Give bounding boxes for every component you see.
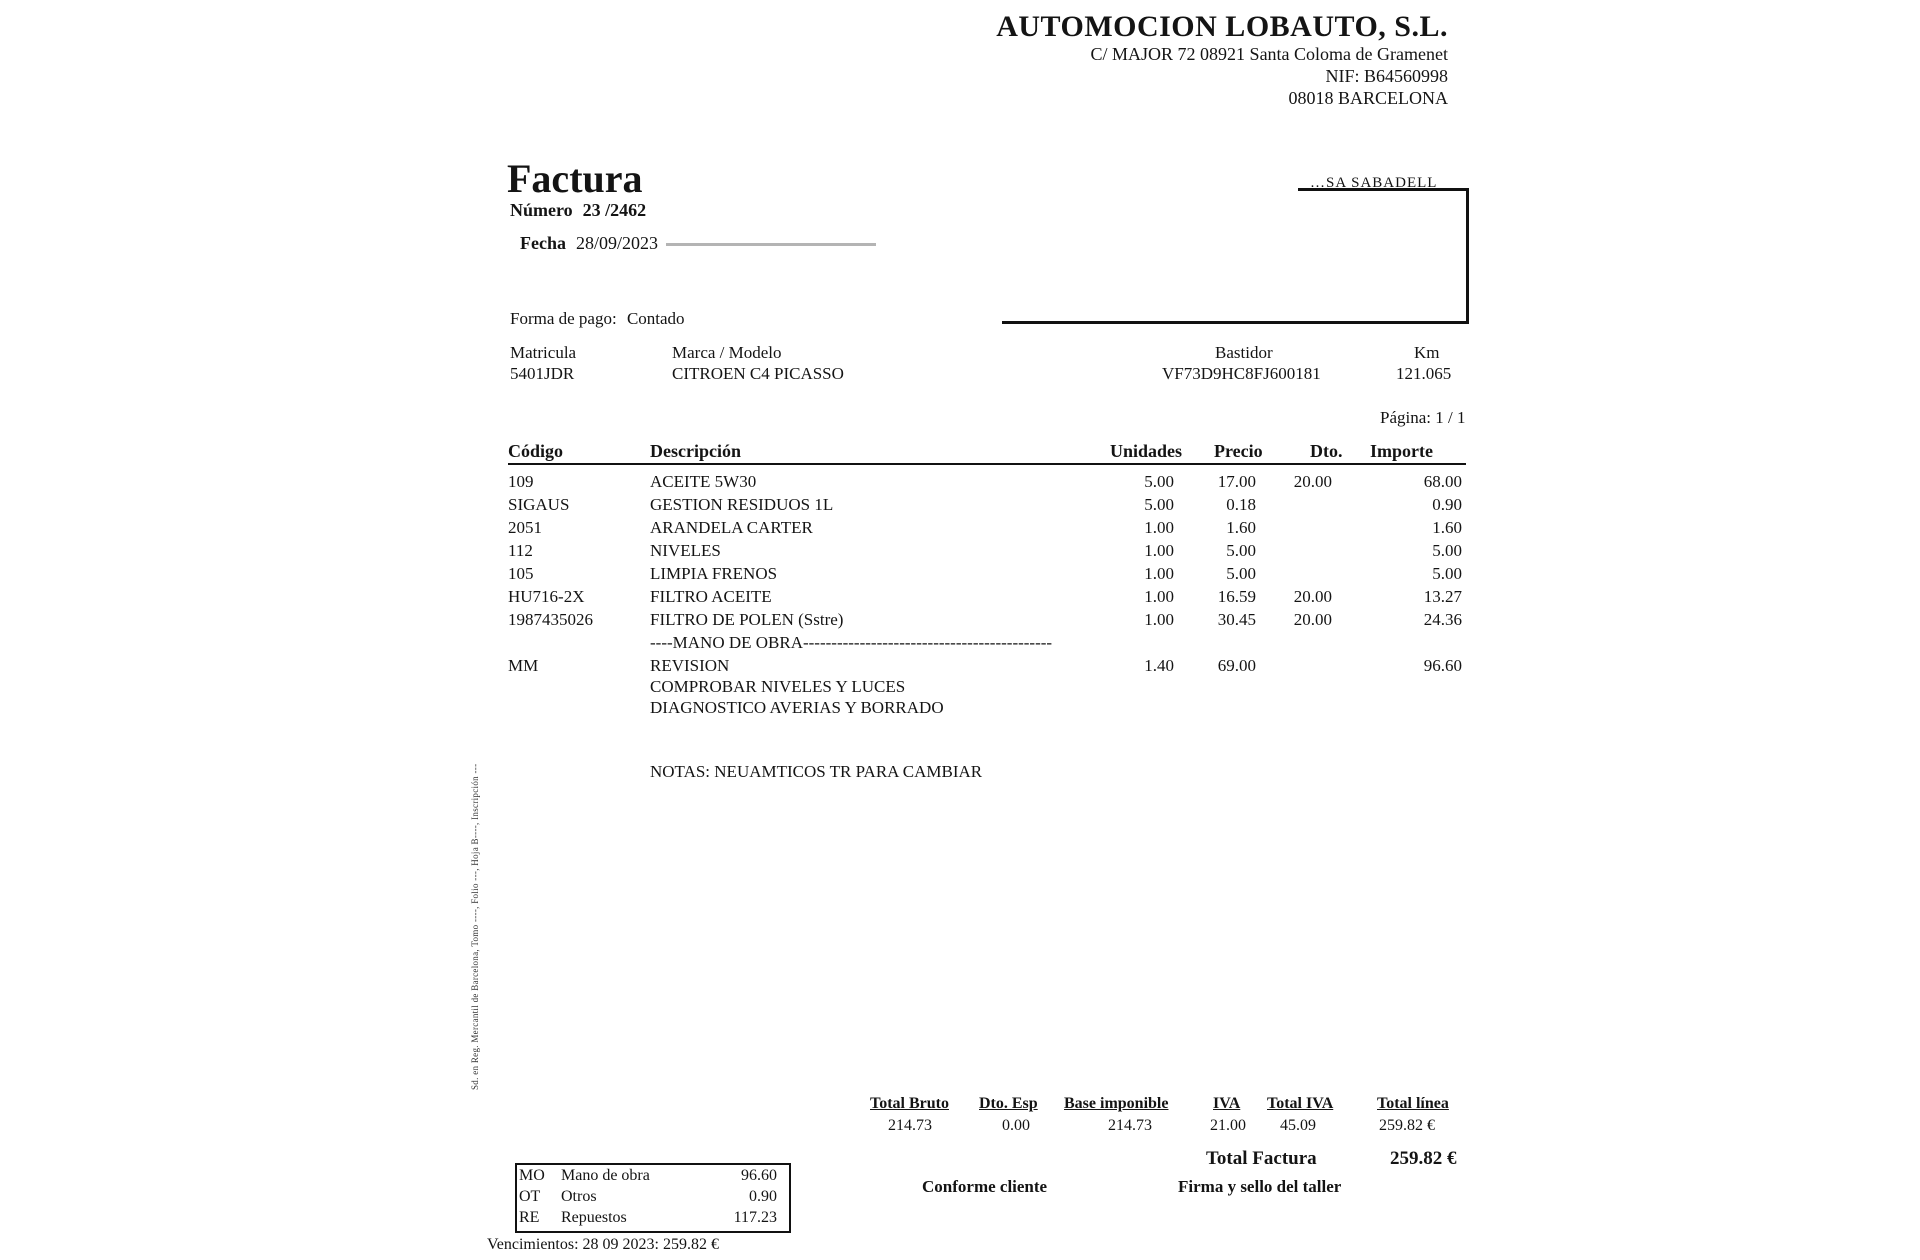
item-units: 5.00 xyxy=(1144,472,1174,491)
model-label: Marca / Modelo xyxy=(672,343,782,362)
item-units: 1.00 xyxy=(1144,564,1174,583)
summary-row xyxy=(517,1188,789,1209)
line-total-label: Total línea xyxy=(1377,1095,1449,1112)
item-units: 5.00 xyxy=(1144,495,1174,514)
summary-code: OT xyxy=(519,1188,541,1205)
due-dates: Vencimientos: 28 09 2023: 259.82 € xyxy=(487,1236,719,1253)
item-description: DIAGNOSTICO AVERIAS Y BORRADO xyxy=(650,698,944,717)
item-amount: 24.36 xyxy=(1423,610,1462,629)
plate-label: Matricula xyxy=(510,343,577,362)
invoice-date-label: Fecha xyxy=(520,233,566,253)
item-amount: 0.90 xyxy=(1432,495,1462,514)
table-row xyxy=(508,698,1466,720)
total-gross-label: Total Bruto xyxy=(870,1095,949,1112)
summary-label: Repuestos xyxy=(561,1209,627,1226)
line-total-value: 259.82 € xyxy=(1379,1117,1435,1134)
item-code: HU716-2X xyxy=(508,587,585,606)
item-price: 69.00 xyxy=(1217,656,1256,675)
summary-value: 117.23 xyxy=(733,1209,777,1226)
col-code: Código xyxy=(508,441,564,461)
item-code: 112 xyxy=(508,541,533,560)
registry-side-text: Sd. en Reg. Mercantil de Barcelona, Tomo ----, Folio ---, Hoja B----, Inscripción --- xyxy=(470,763,480,1090)
item-price: 16.59 xyxy=(1217,587,1256,606)
table-row xyxy=(508,610,1466,632)
table-row xyxy=(508,656,1466,678)
item-amount: 13.27 xyxy=(1423,587,1462,606)
item-description: FILTRO ACEITE xyxy=(650,587,772,606)
invoice-date-value: 28/09/2023 xyxy=(575,233,658,253)
table-row xyxy=(508,564,1466,586)
table-row xyxy=(508,518,1466,540)
tax-base-label: Base imponible xyxy=(1064,1095,1169,1112)
plate-value: 5401JDR xyxy=(510,364,575,383)
item-price: 1.60 xyxy=(1226,518,1256,537)
item-price: 30.45 xyxy=(1217,610,1256,629)
summary-row xyxy=(517,1167,789,1188)
chassis-label: Bastidor xyxy=(1215,343,1273,362)
col-amount: Importe xyxy=(1370,441,1433,461)
table-row xyxy=(508,633,1466,655)
payment-value: Contado xyxy=(626,309,685,328)
company-name: AUTOMOCION LOBAUTO, S.L. xyxy=(996,10,1448,43)
col-price: Precio xyxy=(1214,441,1263,461)
item-amount: 5.00 xyxy=(1432,564,1462,583)
item-discount: 20.00 xyxy=(1293,610,1332,629)
item-discount: 20.00 xyxy=(1293,472,1332,491)
invoice-date xyxy=(520,233,876,254)
client-address-box xyxy=(1002,175,1469,324)
items-table-header xyxy=(508,441,1466,465)
page-number: Página: 1 / 1 xyxy=(1380,408,1466,427)
item-code: 105 xyxy=(508,564,534,583)
payment-method xyxy=(510,309,685,329)
chassis-value: VF73D9HC8FJ600181 xyxy=(1162,364,1321,383)
special-discount-label: Dto. Esp xyxy=(979,1095,1038,1112)
item-units: 1.00 xyxy=(1144,610,1174,629)
client-box-gap xyxy=(998,185,1298,197)
km-value: 121.065 xyxy=(1396,364,1452,383)
summary-code: RE xyxy=(519,1209,540,1226)
item-description: REVISION xyxy=(650,656,730,675)
special-discount-value: 0.00 xyxy=(1002,1117,1030,1134)
col-dto: Dto. xyxy=(1310,441,1343,461)
invoice-number xyxy=(510,200,656,221)
summary-code: MO xyxy=(519,1167,545,1184)
item-units: 1.00 xyxy=(1144,587,1174,606)
total-gross-value: 214.73 xyxy=(888,1117,932,1134)
model-value: CITROEN C4 PICASSO xyxy=(672,364,844,383)
payment-label: Forma de pago: xyxy=(510,309,617,328)
section-divider-labor: ----MANO DE OBRA-------------------------------------------- xyxy=(650,633,1053,652)
item-code: 2051 xyxy=(508,518,542,537)
item-amount: 96.60 xyxy=(1423,656,1462,675)
item-units: 1.40 xyxy=(1144,656,1174,675)
summary-value: 96.60 xyxy=(741,1167,777,1184)
item-description: ARANDELA CARTER xyxy=(650,518,813,537)
invoice-notes: NOTAS: NEUAMTICOS TR PARA CAMBIAR xyxy=(650,762,983,781)
item-price: 5.00 xyxy=(1226,564,1256,583)
vat-rate-value: 21.00 xyxy=(1210,1117,1246,1134)
table-row xyxy=(508,541,1466,563)
invoice-total-value: 259.82 € xyxy=(1390,1148,1457,1169)
item-amount: 5.00 xyxy=(1432,541,1462,560)
item-discount: 20.00 xyxy=(1293,587,1332,606)
item-description: LIMPIA FRENOS xyxy=(650,564,778,583)
vat-total-label: Total IVA xyxy=(1267,1095,1334,1112)
col-description: Descripción xyxy=(650,441,741,461)
item-description: GESTION RESIDUOS 1L xyxy=(650,495,834,514)
workshop-signature-label: Firma y sello del taller xyxy=(1178,1177,1342,1196)
invoice-number-label: Número xyxy=(510,200,573,220)
company-city: 08018 BARCELONA xyxy=(1288,88,1448,108)
summary-row xyxy=(517,1209,789,1230)
item-amount: 68.00 xyxy=(1423,472,1462,491)
col-units: Unidades xyxy=(1110,441,1183,461)
item-units: 1.00 xyxy=(1144,541,1174,560)
item-description: FILTRO DE POLEN (Sstre) xyxy=(650,610,844,629)
item-code: MM xyxy=(508,656,539,675)
table-row xyxy=(508,472,1466,494)
table-row xyxy=(508,495,1466,517)
summary-label: Otros xyxy=(561,1188,597,1205)
table-row xyxy=(508,587,1466,609)
client-name-partial: …SA SABADELL xyxy=(1310,175,1438,191)
invoice-number-value: 23 /2462 xyxy=(582,200,647,220)
table-row xyxy=(508,677,1466,699)
summary-value: 0.90 xyxy=(749,1188,777,1205)
item-amount: 1.60 xyxy=(1432,518,1462,537)
item-code: 1987435026 xyxy=(508,610,593,629)
item-price: 5.00 xyxy=(1226,541,1256,560)
vat-rate-label: IVA xyxy=(1213,1095,1241,1112)
redacted-area xyxy=(666,243,876,246)
item-units: 1.00 xyxy=(1144,518,1174,537)
item-price: 17.00 xyxy=(1217,472,1256,491)
company-address: C/ MAJOR 72 08921 Santa Coloma de Gramenet xyxy=(1090,44,1448,64)
item-description: COMPROBAR NIVELES Y LUCES xyxy=(650,677,906,696)
item-price: 0.18 xyxy=(1226,495,1256,514)
company-nif: NIF: B64560998 xyxy=(1325,66,1448,86)
km-label: Km xyxy=(1414,343,1440,362)
invoice-total-label: Total Factura xyxy=(1206,1148,1317,1169)
item-code: 109 xyxy=(508,472,534,491)
cost-summary-box xyxy=(515,1163,791,1233)
item-description: NIVELES xyxy=(650,541,721,560)
client-signature-label: Conforme cliente xyxy=(922,1177,1048,1196)
item-description: ACEITE 5W30 xyxy=(650,472,757,491)
document-title: Factura xyxy=(507,156,643,201)
vat-total-value: 45.09 xyxy=(1280,1117,1316,1134)
summary-label: Mano de obra xyxy=(561,1167,650,1184)
tax-base-value: 214.73 xyxy=(1108,1117,1152,1134)
item-code: SIGAUS xyxy=(508,495,570,514)
